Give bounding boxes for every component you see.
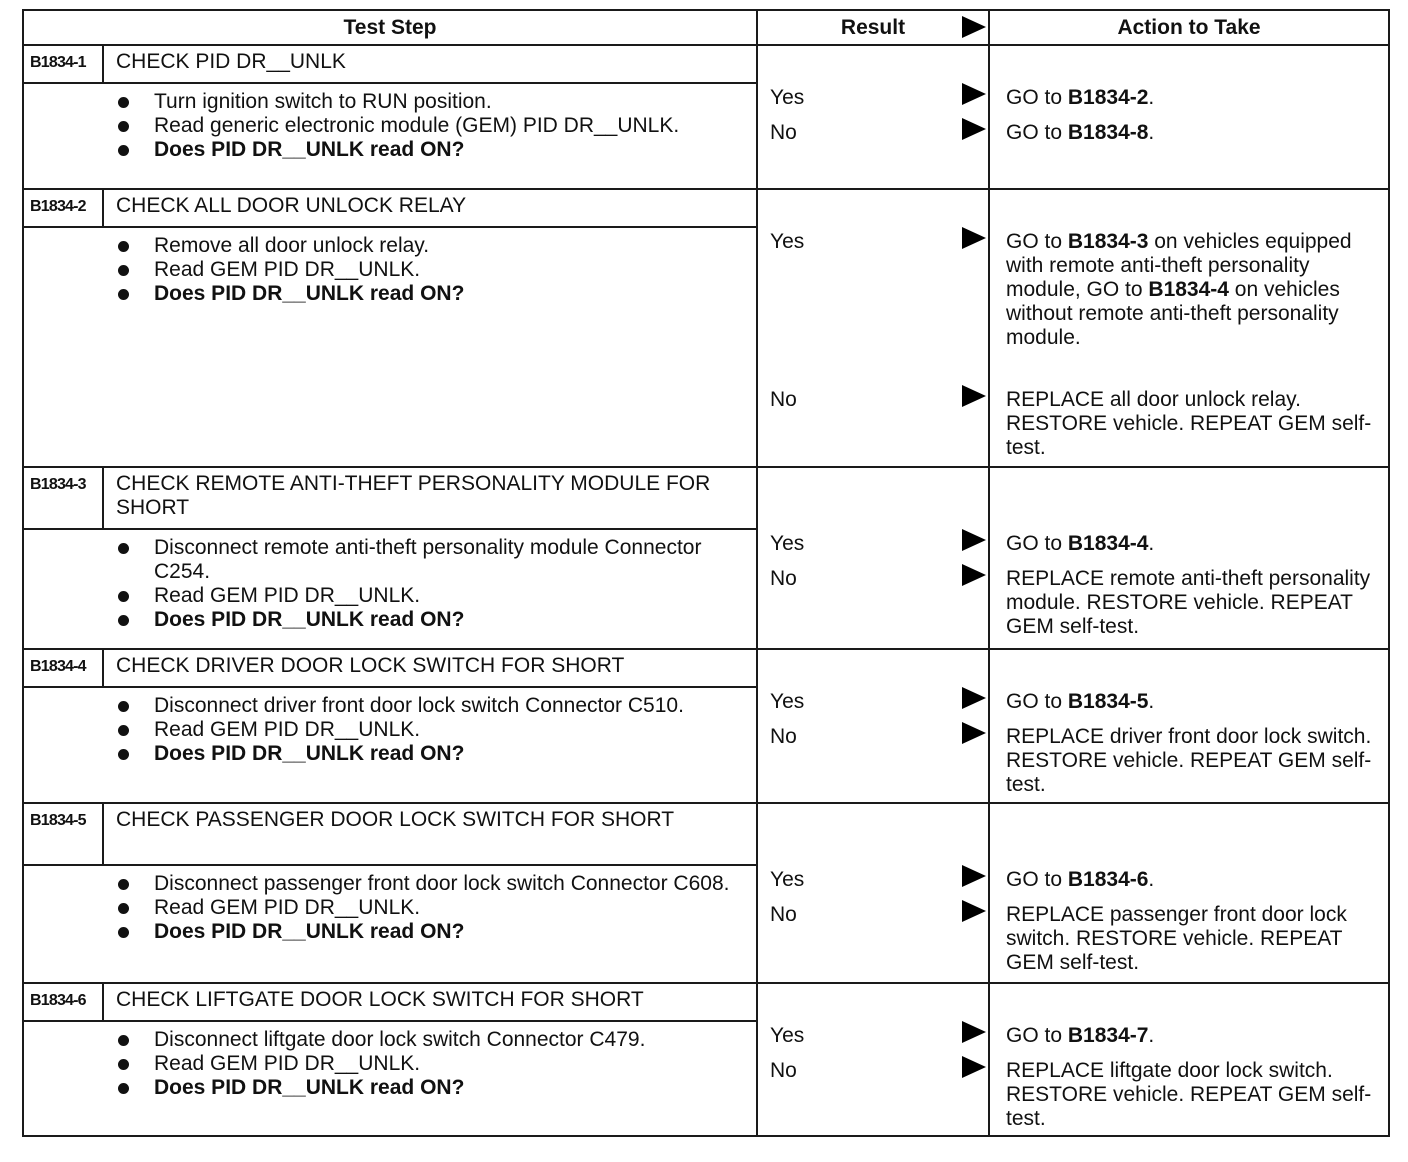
result-yes: Yes — [770, 689, 805, 713]
action-segment: . — [1148, 867, 1155, 891]
action-text — [1006, 388, 1384, 460]
action-text — [1006, 86, 1384, 110]
action-cell — [989, 45, 1389, 189]
test-step-cell — [23, 467, 757, 648]
action-text — [1006, 868, 1384, 892]
action-segment: GO to — [1006, 1023, 1068, 1047]
action-text — [1006, 1024, 1384, 1048]
result-cell — [757, 467, 989, 648]
step-header — [24, 468, 756, 530]
instruction-item: Read GEM PID DR__UNLK. — [116, 258, 756, 282]
test-step-cell — [23, 649, 757, 803]
action-cell — [989, 983, 1389, 1136]
step-title: CHECK DRIVER DOOR LOCK SWITCH FOR SHORT — [116, 653, 625, 677]
step-header — [24, 650, 756, 688]
action-segment: REPLACE all door unlock relay. RESTORE vehicle. REPEAT GEM self-test. — [1006, 388, 1372, 460]
result-no: No — [770, 388, 797, 412]
arrow-right-icon — [962, 900, 986, 922]
action-segment: on vehicles equipped with remote anti-theft personality module, GO to — [1006, 230, 1352, 302]
step-id: B1834-4 — [24, 650, 104, 686]
arrow-right-icon — [962, 722, 986, 744]
step-header — [24, 46, 756, 84]
action-text — [1006, 567, 1384, 639]
step-instructions — [24, 228, 756, 306]
arrow-right-icon — [962, 564, 986, 586]
header-action: Action to Take — [989, 10, 1389, 45]
action-segment: . — [1148, 1023, 1155, 1047]
result-yes: Yes — [770, 867, 805, 891]
action-text — [1006, 532, 1384, 556]
result-yes: Yes — [770, 1023, 805, 1047]
test-step-cell — [23, 803, 757, 983]
instruction-item: Disconnect liftgate door lock switch Connector C479. — [116, 1028, 756, 1052]
result-yes: Yes — [770, 532, 805, 556]
result-no: No — [770, 121, 797, 144]
arrow-right-icon — [962, 529, 986, 551]
instruction-item: Read GEM PID DR__UNLK. — [116, 1052, 756, 1076]
action-segment: . — [1148, 532, 1155, 556]
result-cell — [757, 189, 989, 467]
result-no: No — [770, 567, 797, 591]
step-instructions — [24, 866, 756, 944]
step-row — [23, 467, 1389, 648]
instruction-item: Does PID DR__UNLK read ON? — [116, 138, 756, 162]
result-no: No — [770, 724, 797, 748]
action-segment: GO to — [1006, 867, 1068, 891]
step-reference: B1834-4 — [1067, 532, 1149, 556]
result-yes: Yes — [770, 230, 805, 254]
action-cell — [989, 467, 1389, 648]
action-segment: GO to — [1006, 532, 1068, 556]
step-reference: B1834-7 — [1067, 1023, 1149, 1047]
step-id: B1834-6 — [24, 984, 104, 1020]
action-cell — [989, 189, 1389, 467]
arrow-right-icon — [962, 687, 986, 709]
step-title: CHECK ALL DOOR UNLOCK RELAY — [116, 194, 467, 218]
step-header — [24, 984, 756, 1022]
step-row — [23, 189, 1389, 467]
action-segment: . — [1148, 121, 1155, 144]
step-instructions — [24, 84, 756, 162]
arrow-right-icon — [962, 118, 986, 140]
result-cell — [757, 45, 989, 189]
step-id: B1834-2 — [24, 190, 104, 226]
step-header — [24, 190, 756, 228]
action-text — [1006, 121, 1384, 145]
step-row — [23, 649, 1389, 803]
instruction-item: Disconnect passenger front door lock switch Connector C608. — [116, 872, 756, 896]
action-text — [1006, 1059, 1384, 1131]
arrow-right-icon — [962, 385, 986, 407]
action-text — [1006, 725, 1384, 797]
header-test-step: Test Step — [23, 10, 757, 45]
step-reference: B1834-2 — [1067, 86, 1149, 109]
instruction-item: Read generic electronic module (GEM) PID DR__UNLK. — [116, 114, 756, 138]
step-row — [23, 803, 1389, 983]
action-cell — [989, 649, 1389, 803]
step-title: CHECK REMOTE ANTI-THEFT PERSONALITY MODULE FOR SHORT — [116, 472, 711, 520]
step-reference: B1834-3 — [1067, 230, 1149, 254]
action-cell — [989, 803, 1389, 983]
arrow-right-icon — [962, 83, 986, 105]
step-instructions — [24, 688, 756, 766]
step-title: CHECK LIFTGATE DOOR LOCK SWITCH FOR SHORT — [116, 987, 644, 1011]
action-segment: REPLACE passenger front door lock switch. RESTORE vehicle. REPEAT GEM self-test. — [1006, 902, 1347, 974]
arrow-right-icon — [962, 865, 986, 887]
action-segment: REPLACE liftgate door lock switch. RESTORE vehicle. REPEAT GEM self-test. — [1006, 1058, 1372, 1130]
result-yes: Yes — [770, 86, 805, 109]
instruction-item: Read GEM PID DR__UNLK. — [116, 718, 756, 742]
test-step-cell — [23, 45, 757, 189]
action-text — [1006, 230, 1384, 350]
instruction-item: Does PID DR__UNLK read ON? — [116, 742, 756, 766]
instruction-item: Does PID DR__UNLK read ON? — [116, 1076, 756, 1100]
result-cell — [757, 983, 989, 1136]
step-instructions — [24, 1022, 756, 1100]
arrow-right-icon — [962, 227, 986, 249]
arrow-right-icon — [962, 1056, 986, 1078]
action-segment: GO to — [1006, 121, 1068, 144]
step-title: CHECK PID DR__UNLK — [116, 50, 346, 73]
table-header-row — [23, 10, 1389, 45]
instruction-item: Turn ignition switch to RUN position. — [116, 90, 756, 114]
result-cell — [757, 649, 989, 803]
result-no: No — [770, 1058, 797, 1082]
arrow-right-icon — [962, 16, 986, 38]
arrow-right-icon — [962, 1021, 986, 1043]
step-row — [23, 45, 1389, 189]
step-id: B1834-5 — [24, 804, 104, 864]
instruction-item: Does PID DR__UNLK read ON? — [116, 282, 756, 306]
action-segment: . — [1148, 689, 1155, 713]
instruction-item: Does PID DR__UNLK read ON? — [116, 920, 756, 944]
diagnostic-table — [22, 9, 1390, 1137]
result-no: No — [770, 902, 797, 926]
action-segment: on vehicles without remote anti-theft personality module. — [1006, 278, 1340, 350]
action-segment: GO to — [1006, 230, 1068, 254]
action-segment: GO to — [1006, 689, 1068, 713]
step-reference: B1834-5 — [1067, 689, 1149, 713]
step-instructions — [24, 530, 756, 632]
instruction-item: Remove all door unlock relay. — [116, 234, 756, 258]
instruction-item: Disconnect remote anti-theft personality module Connector C254. — [116, 536, 756, 584]
step-id: B1834-3 — [24, 468, 104, 528]
instruction-item: Disconnect driver front door lock switch Connector C510. — [116, 694, 756, 718]
action-text — [1006, 903, 1384, 975]
action-segment: REPLACE remote anti-theft personality module. RESTORE vehicle. REPEAT GEM self-test. — [1006, 567, 1371, 639]
step-header — [24, 804, 756, 866]
result-cell — [757, 803, 989, 983]
instruction-item: Read GEM PID DR__UNLK. — [116, 584, 756, 608]
step-row — [23, 983, 1389, 1136]
header-result: Result — [757, 10, 989, 45]
step-reference: B1834-6 — [1067, 867, 1149, 891]
step-title: CHECK PASSENGER DOOR LOCK SWITCH FOR SHORT — [116, 807, 675, 831]
action-segment: GO to — [1006, 86, 1068, 109]
test-step-cell — [23, 983, 757, 1136]
instruction-item: Read GEM PID DR__UNLK. — [116, 896, 756, 920]
test-step-cell — [23, 189, 757, 467]
step-reference: B1834-8 — [1067, 121, 1149, 144]
action-segment: . — [1148, 86, 1155, 109]
action-segment: REPLACE driver front door lock switch. RESTORE vehicle. REPEAT GEM self-test. — [1006, 724, 1372, 796]
step-reference: B1834-4 — [1148, 278, 1229, 302]
instruction-item: Does PID DR__UNLK read ON? — [116, 608, 756, 632]
step-id: B1834-1 — [24, 46, 104, 82]
action-text — [1006, 690, 1384, 714]
